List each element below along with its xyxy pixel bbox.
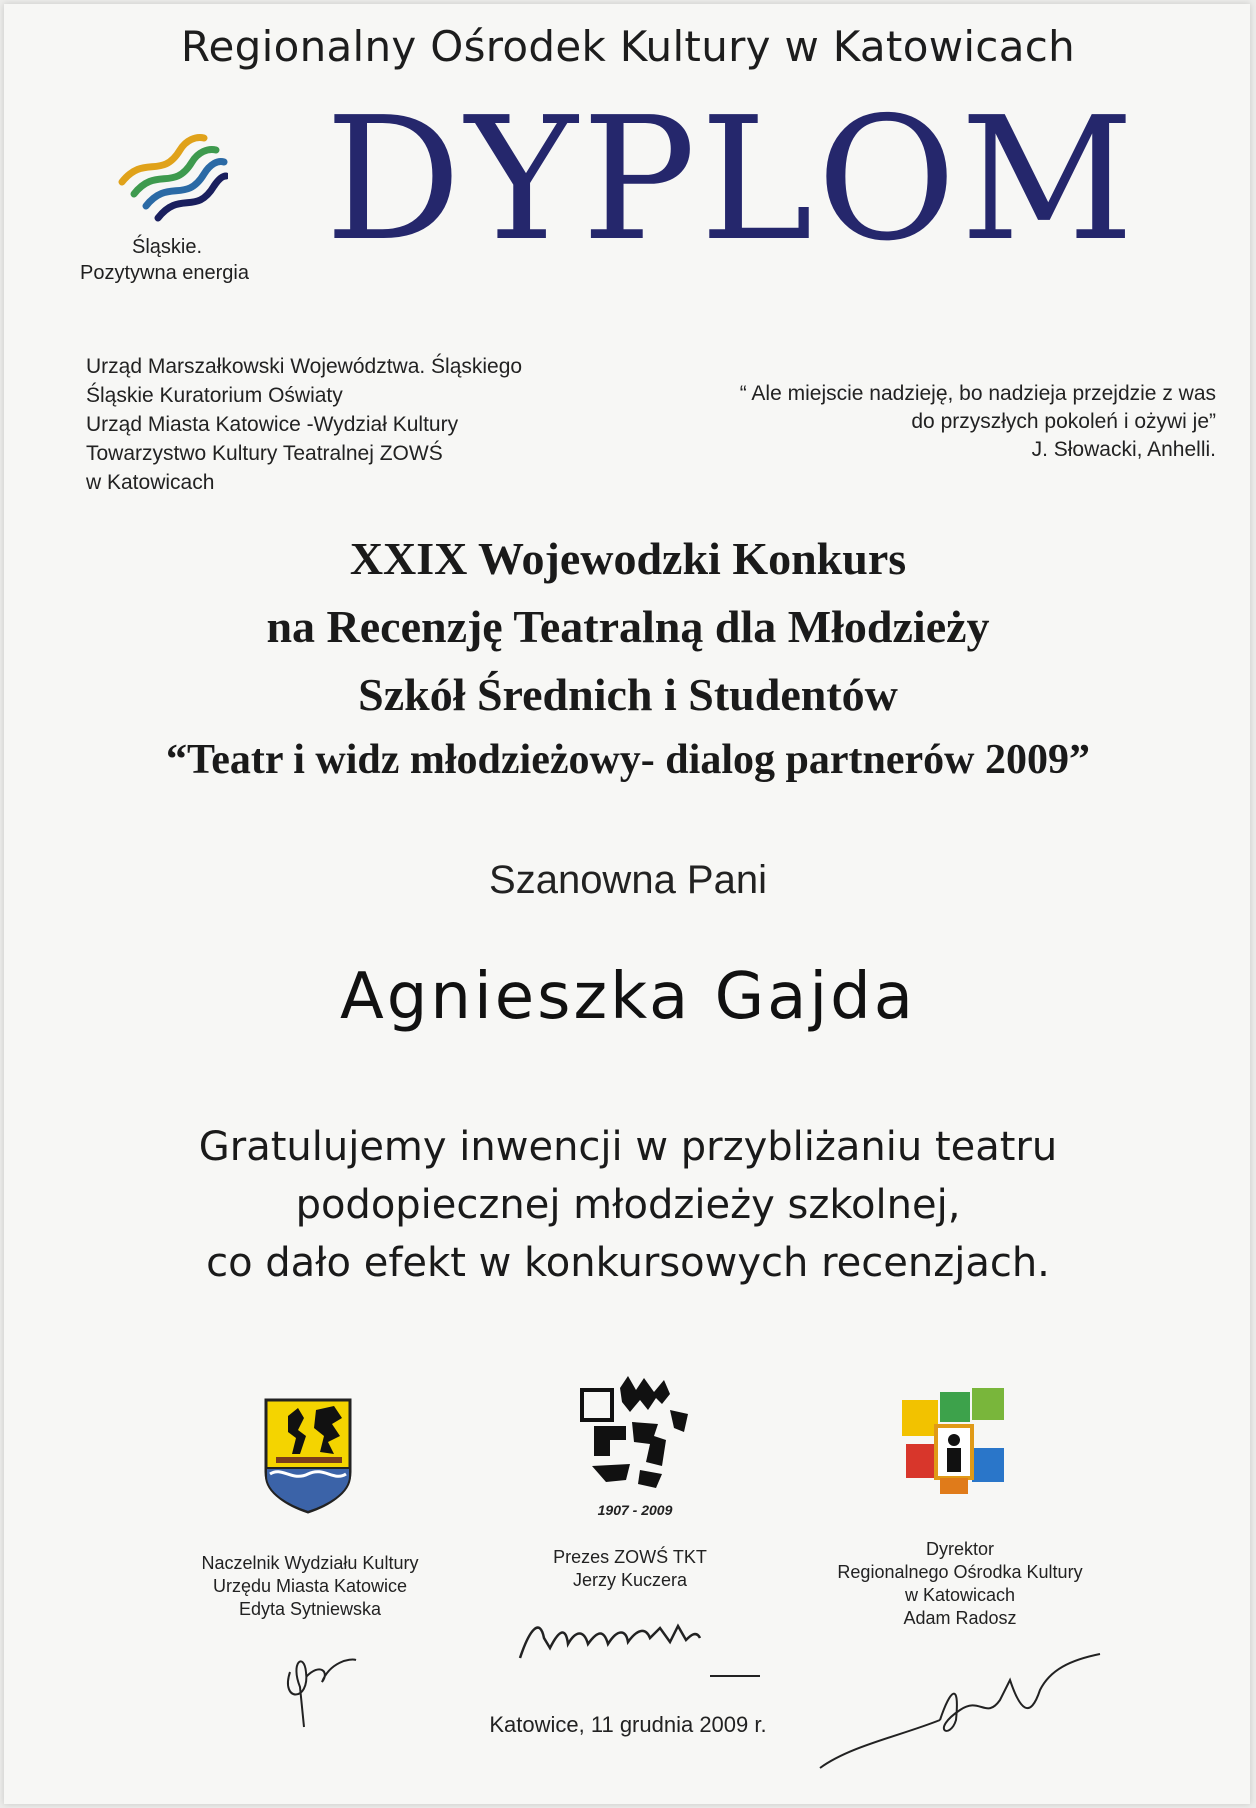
- organization-line: Towarzystwo Kultury Teatralnej ZOWŚ: [86, 442, 443, 465]
- signatory-line: Jerzy Kuczera: [572, 1570, 688, 1590]
- signatory-line: Regionalnego Ośrodka Kultury: [837, 1562, 1083, 1582]
- contest-motto: “Teatr i widz młodzieżowy- dialog partnerów 2009”: [166, 737, 1090, 783]
- organizer-name: Regionalny Ośrodek Kultury w Katowicach: [180, 22, 1076, 71]
- quote: [740, 380, 1216, 464]
- slaskie-waves-logo: [118, 130, 228, 230]
- slaskie-logo-name: Śląskie.: [132, 236, 203, 258]
- signatory-culture-head: [150, 1552, 470, 1621]
- handwritten-signature: [510, 1608, 770, 1688]
- organizations-list: [86, 352, 522, 497]
- zows-logo-icon: [570, 1370, 700, 1520]
- rok-katowice-logo-icon: [900, 1386, 1006, 1498]
- signatory-line: Edyta Sytniewska: [238, 1599, 382, 1619]
- place-and-date: Katowice, 11 grudnia 2009 r.: [489, 1712, 767, 1737]
- signatory-line: Prezes ZOWŚ TKT: [553, 1547, 707, 1567]
- organization-line: Śląskie Kuratorium Oświaty: [86, 384, 343, 407]
- congratulation-line: podopiecznej młodzieży szkolnej,: [295, 1182, 961, 1228]
- recipient-name: Agnieszka Gajda: [340, 960, 916, 1034]
- contest-title-line: XXIX Wojewodzki Konkurs: [349, 533, 907, 584]
- contest-title-line: Szkół Średnich i Studentów: [358, 669, 898, 720]
- congratulation-line: Gratulujemy inwencji w przybliżaniu teatru: [198, 1124, 1058, 1170]
- diploma-title: DYPLOM: [325, 81, 1139, 279]
- congratulation-line: co dało efekt w konkursowych recenzjach.: [206, 1240, 1050, 1286]
- signatory-line: w Katowicach: [904, 1585, 1016, 1605]
- slaskie-logo-tagline: Pozytywna energia: [80, 262, 249, 284]
- organization-line: Urząd Miasta Katowice -Wydział Kultury: [86, 413, 459, 436]
- salutation: Szanowna Pani: [489, 858, 767, 902]
- quote-attribution: J. Słowacki, Anhelli.: [1031, 438, 1216, 461]
- signatory-line: Dyrektor: [925, 1539, 994, 1559]
- signatory-line: Adam Radosz: [903, 1608, 1017, 1628]
- signatory-line: Naczelnik Wydziału Kultury: [201, 1553, 419, 1573]
- signatory-rok-director: [800, 1538, 1120, 1630]
- zows-years: 1907 - 2009: [597, 1502, 673, 1518]
- quote-line: do przyszłych pokoleń i ożywi je”: [911, 410, 1216, 433]
- katowice-coat-of-arms-icon: [262, 1396, 354, 1514]
- signatory-zows-president: [500, 1546, 760, 1592]
- organization-line: Urząd Marszałkowski Województwa. Śląskiego: [86, 355, 523, 378]
- signatory-line: Urzędu Miasta Katowice: [212, 1576, 408, 1596]
- contest-title-line: na Recenzję Teatralną dla Młodzieży: [266, 601, 990, 652]
- organization-line: w Katowicach: [86, 471, 215, 494]
- quote-line: “ Ale miejscie nadzieję, bo nadzieja przejdzie z was: [739, 382, 1216, 405]
